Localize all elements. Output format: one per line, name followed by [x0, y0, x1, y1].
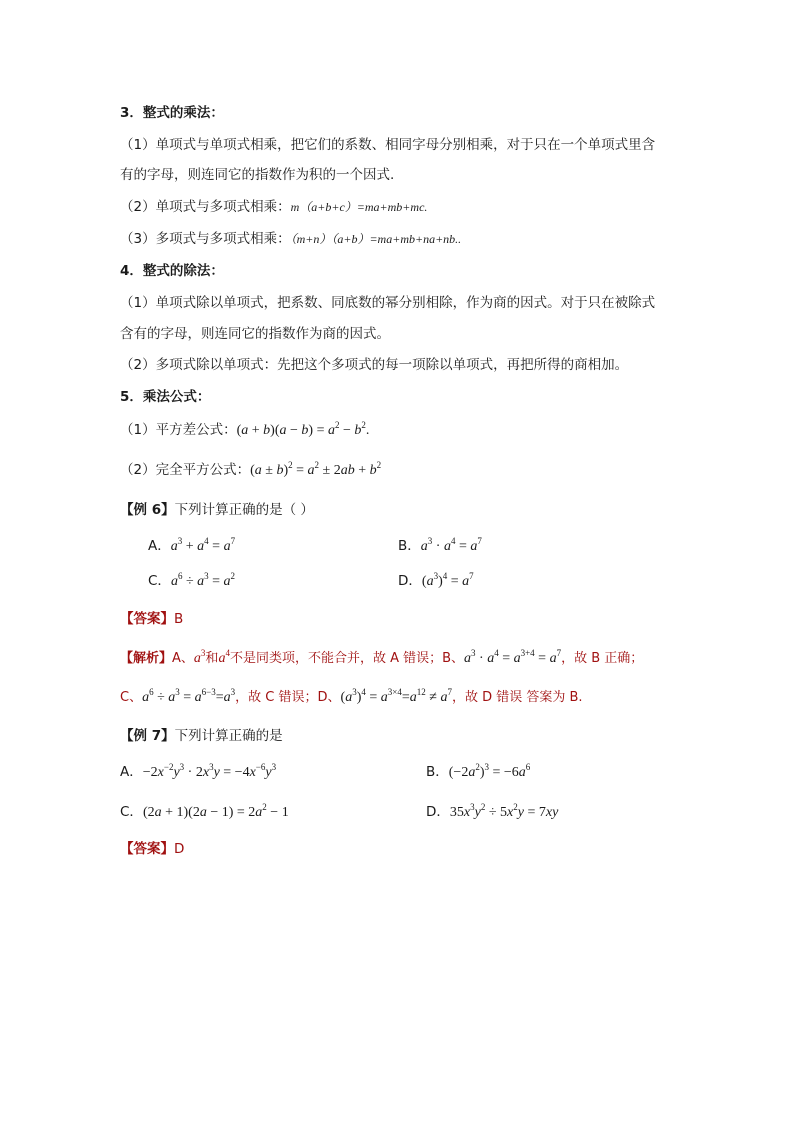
ex6-answer: 【答案】B [120, 611, 184, 627]
ex6-option-d: D．$(a^3)^4 = a^7$ [398, 571, 474, 589]
s3-p1-line1: （1）单项式与单项式相乘，把它们的系数、相同字母分别相乘，对于只在一个单项式里含 [120, 137, 656, 153]
perfect-square-formula: $(a \pm b)^2 = a^2 \pm 2ab + b^2$ [250, 460, 382, 478]
s3-p2: （2）单项式与多项式相乘：m（a+b+c）=ma+mb+mc. [120, 199, 428, 215]
section-5-title: 5．乘法公式： [120, 389, 211, 405]
ex7-option-d: D．$35x^3y^2 \div 5x^2y = 7xy$ [426, 802, 559, 820]
example-6-question: 【例 6】下列计算正确的是（ ） [120, 502, 314, 518]
s5-p1: （1）平方差公式：$(a + b)(a - b) = a^2 - b^2$. [120, 420, 370, 438]
example-6-label: 【例 6】 [120, 502, 175, 518]
s3-p3-formula: （m+n）（a+b）=ma+mb+na+nb.. [290, 232, 462, 246]
ex7-answer: 【答案】D [120, 841, 185, 857]
ex7-option-b: B．$(-2a^2)^3 = -6a^6$ [426, 762, 531, 780]
example-7-question: 【例 7】下列计算正确的是 [120, 728, 283, 744]
ex6-option-b: B．$a^3 \cdot a^4 = a^7$ [398, 536, 482, 554]
ex7-option-c: C．$(2a + 1)(2a - 1) = 2a^2 - 1$ [120, 802, 289, 820]
s3-p2-formula: m（a+b+c）=ma+mb+mc. [290, 200, 428, 214]
ex6-answer-value: B [174, 611, 184, 627]
s4-p1-line1: （1）单项式除以单项式，把系数、同底数的幂分别相除，作为商的因式。对于只在被除式 [120, 295, 656, 311]
ex7-answer-value: D [174, 841, 185, 857]
ex6-option-c: C．$a^6 \div a^3 = a^2$ [148, 571, 236, 589]
s4-p1-line2: 含有的字母，则连同它的指数作为商的因式。 [120, 326, 390, 342]
s4-p2: （2）多项式除以单项式：先把这个多项式的每一项除以单项式，再把所得的商相加。 [120, 357, 629, 373]
section-3-title: 3．整式的乘法： [120, 105, 224, 121]
ex7-option-a: A．$-2x^{-2}y^3 \cdot 2x^3y = -4x^{-6}y^3$ [120, 762, 277, 780]
s3-p1-line2: 有的字母，则连同它的指数作为积的一个因式. [120, 167, 395, 183]
ex6-analysis-line2: C、$a^6 \div a^3 = a^{6-3}=a^3$，故 C 错误；D、$(a^3)^4 = a^{3\times 4}=a^{12} \ne a^7$，故 D 错误 答案为 B. [120, 687, 583, 705]
ex6-option-a: A．$a^3 + a^4 = a^7$ [148, 536, 236, 554]
s3-p3: （3）多项式与多项式相乘：（m+n）（a+b）=ma+mb+na+nb.. [120, 231, 462, 247]
example-7-label: 【例 7】 [120, 728, 175, 744]
difference-of-squares-formula: $(a + b)(a - b) = a^2 - b^2$. [236, 420, 370, 438]
ex6-analysis-line1: 【解析】A、$a^3$和$a^4$不是同类项，不能合并，故 A 错误；B、$a^3 \cdot a^4 = a^{3+4} = a^7$，故 B 正确； [120, 648, 644, 666]
s5-p2: （2）完全平方公式：$(a \pm b)^2 = a^2 \pm 2ab + b^2$ [120, 460, 382, 478]
section-4-title: 4．整式的除法： [120, 263, 224, 279]
